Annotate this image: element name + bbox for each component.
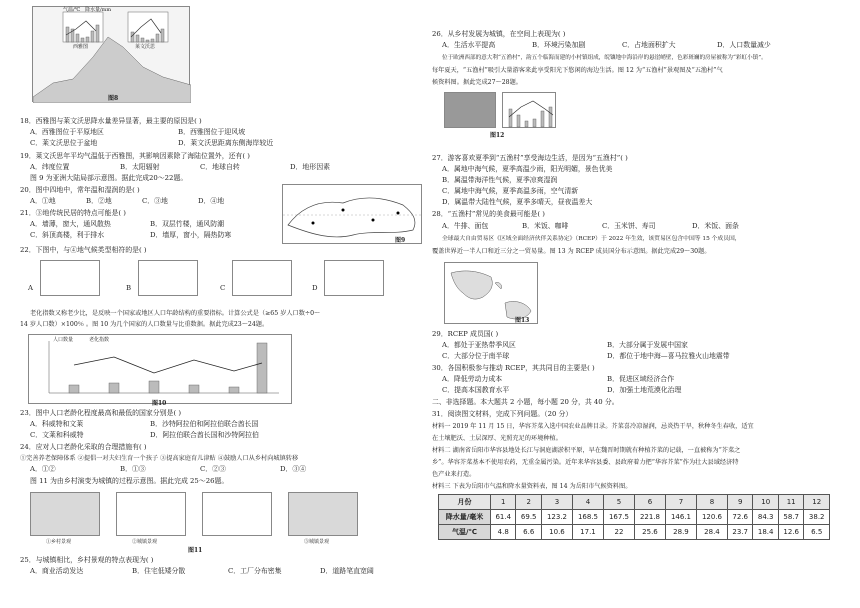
table-row-precip — [439, 510, 830, 525]
table-cell: 28.9 — [665, 525, 696, 540]
q27-option-c: C．属地中海气候，夏季高温多雨，空气清新 — [442, 187, 579, 195]
q20-option-d: D．④地 — [198, 197, 225, 205]
q30-option-b: B．促进区域经济合作 — [607, 375, 675, 383]
q22-option-b: B — [126, 284, 132, 292]
q30-option-d: D．加强土地荒漠化治理 — [607, 386, 682, 394]
table-cell: 146.1 — [665, 510, 696, 525]
figure-8-label-seattle: 西雅图 — [73, 44, 89, 50]
q30-stem: 30．各国积极参与推动 RCEP，其共同目的主要是( ) — [432, 364, 595, 372]
figure-10-caption: 图10 — [152, 400, 167, 407]
q26-option-d: D．人口数量减少 — [717, 41, 771, 49]
q19-option-d: D．地形因素 — [290, 163, 330, 171]
figure-12-graphic — [503, 93, 557, 129]
figure-11-label-3: ③城镇景观 — [304, 539, 330, 545]
material-1-line1: 材料一 2019 年 11 月 15 日，华容芥菜入选中国农业品牌目录。芥菜喜冷凉湿润，忌炎热干旱，秋种冬生春收，适宜 — [432, 423, 754, 430]
table-cell: 22 — [603, 525, 634, 540]
figure-8-label-precip-left: 降水量/mm — [85, 7, 112, 13]
q19-option-b: B．太阳辐射 — [120, 163, 160, 171]
q29-option-a: A．都处于亚热带季风区 — [442, 341, 516, 349]
q21-option-b: B．双层竹楼，通风防潮 — [150, 220, 224, 228]
table-cell: 4.8 — [491, 525, 516, 540]
q27-option-a: A．属地中海气候，夏季高温少雨，阳光明媚，景色优美 — [442, 165, 613, 173]
q23-stem: 23．图中人口老龄化程度最高和最低的国家分别是( ) — [20, 409, 182, 417]
left-column — [20, 0, 430, 608]
table-cell: 25.6 — [634, 525, 665, 540]
q22-climate-chart-a — [40, 260, 100, 296]
material-1-line2: 在土壤肥沃、土层深厚、光照充足的环境种植。 — [432, 435, 562, 442]
intro-27-28-line1: 位于欧洲西部的意大利“五渔村”，韵五个临海而建的小村镇组成，皖镶地中海沿岸的悬崖峭壁，色彩斑斓的房屋被称为“彩虹小镇”。 — [442, 55, 767, 61]
climate-table — [438, 494, 830, 540]
intro-25-26: 图 11 为由乡村演变为城镇的过程示意图。据此完成 25～26题。 — [30, 477, 229, 485]
q24-option-d: D．③④ — [280, 465, 307, 473]
figure-12-caption: 图12 — [490, 132, 505, 139]
q28-option-d: D．米饭、面条 — [692, 222, 739, 230]
table-cell: 18.4 — [753, 525, 778, 540]
part-2-heading: 二、非选择题。本大题共 2 小题，每小题 20 分，共 40 分。 — [432, 398, 619, 406]
q26-option-b: B．环境污染加剧 — [532, 41, 586, 49]
figure-11-panel-4 — [288, 492, 358, 536]
table-header-months: 月份 — [439, 495, 491, 510]
table-cell: 1 — [491, 495, 516, 510]
figure-9-map — [282, 184, 422, 244]
table-cell: 6 — [634, 495, 665, 510]
table-cell: 38.2 — [804, 510, 830, 525]
q25-option-d: D．道路笔直宽阔 — [320, 567, 374, 575]
table-cell: 69.5 — [516, 510, 541, 525]
q27-stem: 27．游客喜欢夏季到“五渔村”享受海边生活，是因为“五渔村”( ) — [432, 154, 628, 162]
figure-8-label-temp-left: 气温/℃ — [63, 7, 81, 13]
q21-option-d: D．墙厚，窗小，隔热防寒 — [150, 231, 232, 239]
q22-option-d: D — [312, 284, 318, 292]
figure-12-climate-chart — [502, 92, 556, 128]
table-cell: 28.4 — [696, 525, 727, 540]
q19-stem: 19．莱文沃思年平均气温低于西雅图，其影响因素除了海陆位置外，还有( ) — [20, 152, 250, 160]
q22-climate-chart-b — [138, 260, 198, 296]
q30-option-c: C．提高本国教育水平 — [442, 386, 510, 394]
q18-option-b: B．西雅图位于迎风坡 — [178, 128, 246, 136]
q21-stem: 21．③地传统民居的特点可能是( ) — [20, 209, 126, 217]
figure-11-panel-1 — [30, 492, 100, 536]
q25-stem: 25．与城镇相比，乡村景观的特点表现为( ) — [20, 556, 154, 564]
q21-option-c: C．斜顶高楼，利于排水 — [30, 231, 105, 239]
q24-statements: ①完善养老保障体系 ②提倡一对夫妇生育一个孩子 ③提高家庭育儿津贴 ④鼓励人口从乡村向城镇转移 — [20, 455, 299, 462]
figure-11-panel-2 — [116, 492, 186, 536]
q26-stem: 26．从乡村发展为城镇，在空间上表现为( ) — [432, 30, 566, 38]
q26-option-c: C．占地面积扩大 — [622, 41, 676, 49]
q22-option-a: A — [28, 284, 33, 292]
table-header-precip: 降水量/毫米 — [439, 510, 491, 525]
table-cell: 10 — [753, 495, 778, 510]
table-cell: 4 — [572, 495, 603, 510]
material-3-line: 材料三 下表为岳阳市气温和降水量资料表，图 14 为岳阳市气候资料图。 — [432, 483, 632, 490]
q19-option-c: C．地球自转 — [200, 163, 240, 171]
material-2-line2: 乡”。华容芥菜基本不使用农药，无重金属污染。近年来华容县委、县政府着力把“华容芥菜”作为壮大县域经济特 — [432, 459, 739, 466]
q25-option-c: C．工厂分布密集 — [228, 567, 282, 575]
q29-option-c: C．大部分位于南半球 — [442, 352, 510, 360]
q23-option-a: A．科威特和文莱 — [30, 420, 84, 428]
q25-option-b: B．住宅低矮分散 — [132, 567, 186, 575]
q27-option-d: D．属温带大陆性气候，夏季多晴天，昼夜温差大 — [442, 198, 593, 206]
table-cell: 58.7 — [778, 510, 803, 525]
q20-option-b: B．②地 — [86, 197, 112, 205]
figure-8-caption: 图8 — [108, 95, 119, 102]
figure-10-graphic — [29, 335, 293, 405]
table-cell: 5 — [603, 495, 634, 510]
q26-option-a: A．生活水平提高 — [442, 41, 496, 49]
q24-stem: 24．应对人口老龄化采取的合理措施有( ) — [20, 443, 147, 451]
intro-29-30-line2: 覆盖世界近一半人口和近三分之一贸易量。图 13 为 RCEP 成员国分布示意图。据此完成29～30题。 — [432, 248, 711, 255]
q27-option-b: B．属温带海洋性气候，夏季凉爽湿润 — [442, 176, 558, 184]
intro-27-28-line3: 候资料图。据此完成27～28题。 — [432, 79, 522, 86]
q18-option-a: A．西雅图位于平原地区 — [30, 128, 104, 136]
q28-stem: 28．“五渔村”常见的美食最可能是( ) — [432, 210, 545, 218]
figure-9-caption: 图9 — [395, 237, 406, 244]
figure-11-panel-3 — [202, 492, 272, 536]
q23-option-c: C．文莱和科威特 — [30, 431, 84, 439]
figure-10-legend-aging-index: 老化指数 — [89, 337, 110, 343]
table-cell: 12.6 — [778, 525, 803, 540]
q31-stem: 31．阅读图文材料，完成下列问题。（20 分） — [432, 410, 573, 418]
table-cell: 12 — [804, 495, 830, 510]
q21-option-a: A．墙薄，窗大，通风散热 — [30, 220, 111, 228]
table-cell: 8 — [696, 495, 727, 510]
figure-8 — [32, 6, 190, 102]
q22-climate-chart-d — [324, 260, 384, 296]
q28-option-a: A．牛排、面包 — [442, 222, 489, 230]
table-cell: 3 — [541, 495, 572, 510]
table-cell: 168.5 — [572, 510, 603, 525]
intro-27-28-line2: 每年夏天，“五渔村”吸引大量游客来此享受阳光下悠闲的海边生活。图 12 为“五渔村”景观图及“五渔村”气 — [432, 67, 723, 74]
table-header-temp: 气温/℃ — [439, 525, 491, 540]
q18-stem: 18．西雅图与莱文沃思降水量差异显著，最主要的原因是( ) — [20, 117, 202, 125]
table-cell: 123.2 — [541, 510, 572, 525]
q29-option-d: D．都位于地中海—喜马拉雅火山地震带 — [607, 352, 730, 360]
figure-12-photo — [444, 92, 496, 128]
q24-option-c: C．②③ — [200, 465, 226, 473]
q28-option-c: C．玉米饼、寿司 — [602, 222, 656, 230]
table-cell: 72.6 — [727, 510, 752, 525]
q28-option-b: B．米饭、咖啡 — [522, 222, 569, 230]
table-cell: 11 — [778, 495, 803, 510]
intro-29-30-line1: 全球最大自由贸易区《区域全面经济伙伴关系协定》（RCEP）于 2022 年生效，该贸易区包含中国等 15 个成员国， — [442, 236, 741, 242]
q18-option-c: C．莱文沃思位于盆地 — [30, 139, 98, 147]
table-cell: 10.6 — [541, 525, 572, 540]
q29-option-b: B．大部分属于发展中国家 — [607, 341, 688, 349]
intro-23-24-line1: 老化指数又称老少比，是反映一个国家或地区人口年龄结构的重要指标。计算公式是（≥65 岁人口数÷0～ — [30, 310, 321, 317]
figure-11-caption: 图11 — [188, 547, 203, 554]
material-2-line1: 材料二 湖南省岳阳市华容县地处长江与洞庭湖淤积平原，早在魏晋时期就有种植芥菜的记载，一直被称为“芥菜之 — [432, 447, 741, 454]
intro-20-22: 图 9 为亚洲大陆局部示意图。据此完成20～22题。 — [30, 174, 188, 182]
table-cell: 9 — [727, 495, 752, 510]
table-cell: 2 — [516, 495, 541, 510]
q20-option-c: C．③地 — [142, 197, 168, 205]
q22-stem: 22．下图中，与④地气候类型相符的是( ) — [20, 246, 147, 254]
intro-23-24-line2: 14 岁人口数）×100％ 。图 10 为几个国家的人口数量与比重数据。据此完成23～24题。 — [20, 321, 269, 328]
table-cell: 17.1 — [572, 525, 603, 540]
table-cell: 61.4 — [491, 510, 516, 525]
figure-8-label-leavenworth: 莱文沃思 — [135, 44, 156, 50]
figure-10-legend-population: 人口数量 — [53, 337, 74, 343]
q24-option-a: A．①② — [30, 465, 56, 473]
q20-option-a: A．①地 — [30, 197, 56, 205]
q25-option-a: A．商业活动发达 — [30, 567, 84, 575]
q20-stem: 20．图中四地中，常年温和湿润的是( ) — [20, 186, 140, 194]
material-2-line3: 色产业来打造。 — [432, 471, 476, 478]
table-cell: 167.5 — [603, 510, 634, 525]
q22-climate-chart-c — [232, 260, 292, 296]
table-cell: 120.6 — [696, 510, 727, 525]
q18-option-d: D．莱文沃思距离东侧海岸较近 — [178, 139, 274, 147]
figure-13-caption: 图13 — [515, 317, 530, 324]
right-column — [432, 0, 842, 608]
q30-option-a: A．降低劳动力成本 — [442, 375, 503, 383]
figure-10-chart — [28, 334, 292, 404]
table-cell: 221.8 — [634, 510, 665, 525]
table-row-temp — [439, 525, 830, 540]
table-cell: 6.5 — [804, 525, 830, 540]
q29-stem: 29．RCEP 成员国( ) — [432, 330, 499, 338]
figure-13-map — [444, 262, 538, 324]
q22-option-c: C — [220, 284, 226, 292]
table-cell: 7 — [665, 495, 696, 510]
table-row-months — [439, 495, 830, 510]
figure-11-label-2: ②城镇景观 — [132, 539, 158, 545]
q23-option-d: D．阿拉伯联合酋长国和沙特阿拉伯 — [150, 431, 259, 439]
figure-11-label-1: ①乡村景观 — [46, 539, 72, 545]
table-cell: 23.7 — [727, 525, 752, 540]
table-cell: 84.3 — [753, 510, 778, 525]
q19-option-a: A．纬度位置 — [30, 163, 70, 171]
q24-option-b: B．①③ — [120, 465, 146, 473]
table-cell: 6.6 — [516, 525, 541, 540]
figure-8-graphic — [33, 7, 191, 103]
q23-option-b: B．沙特阿拉伯和阿拉伯联合酋长国 — [150, 420, 259, 428]
